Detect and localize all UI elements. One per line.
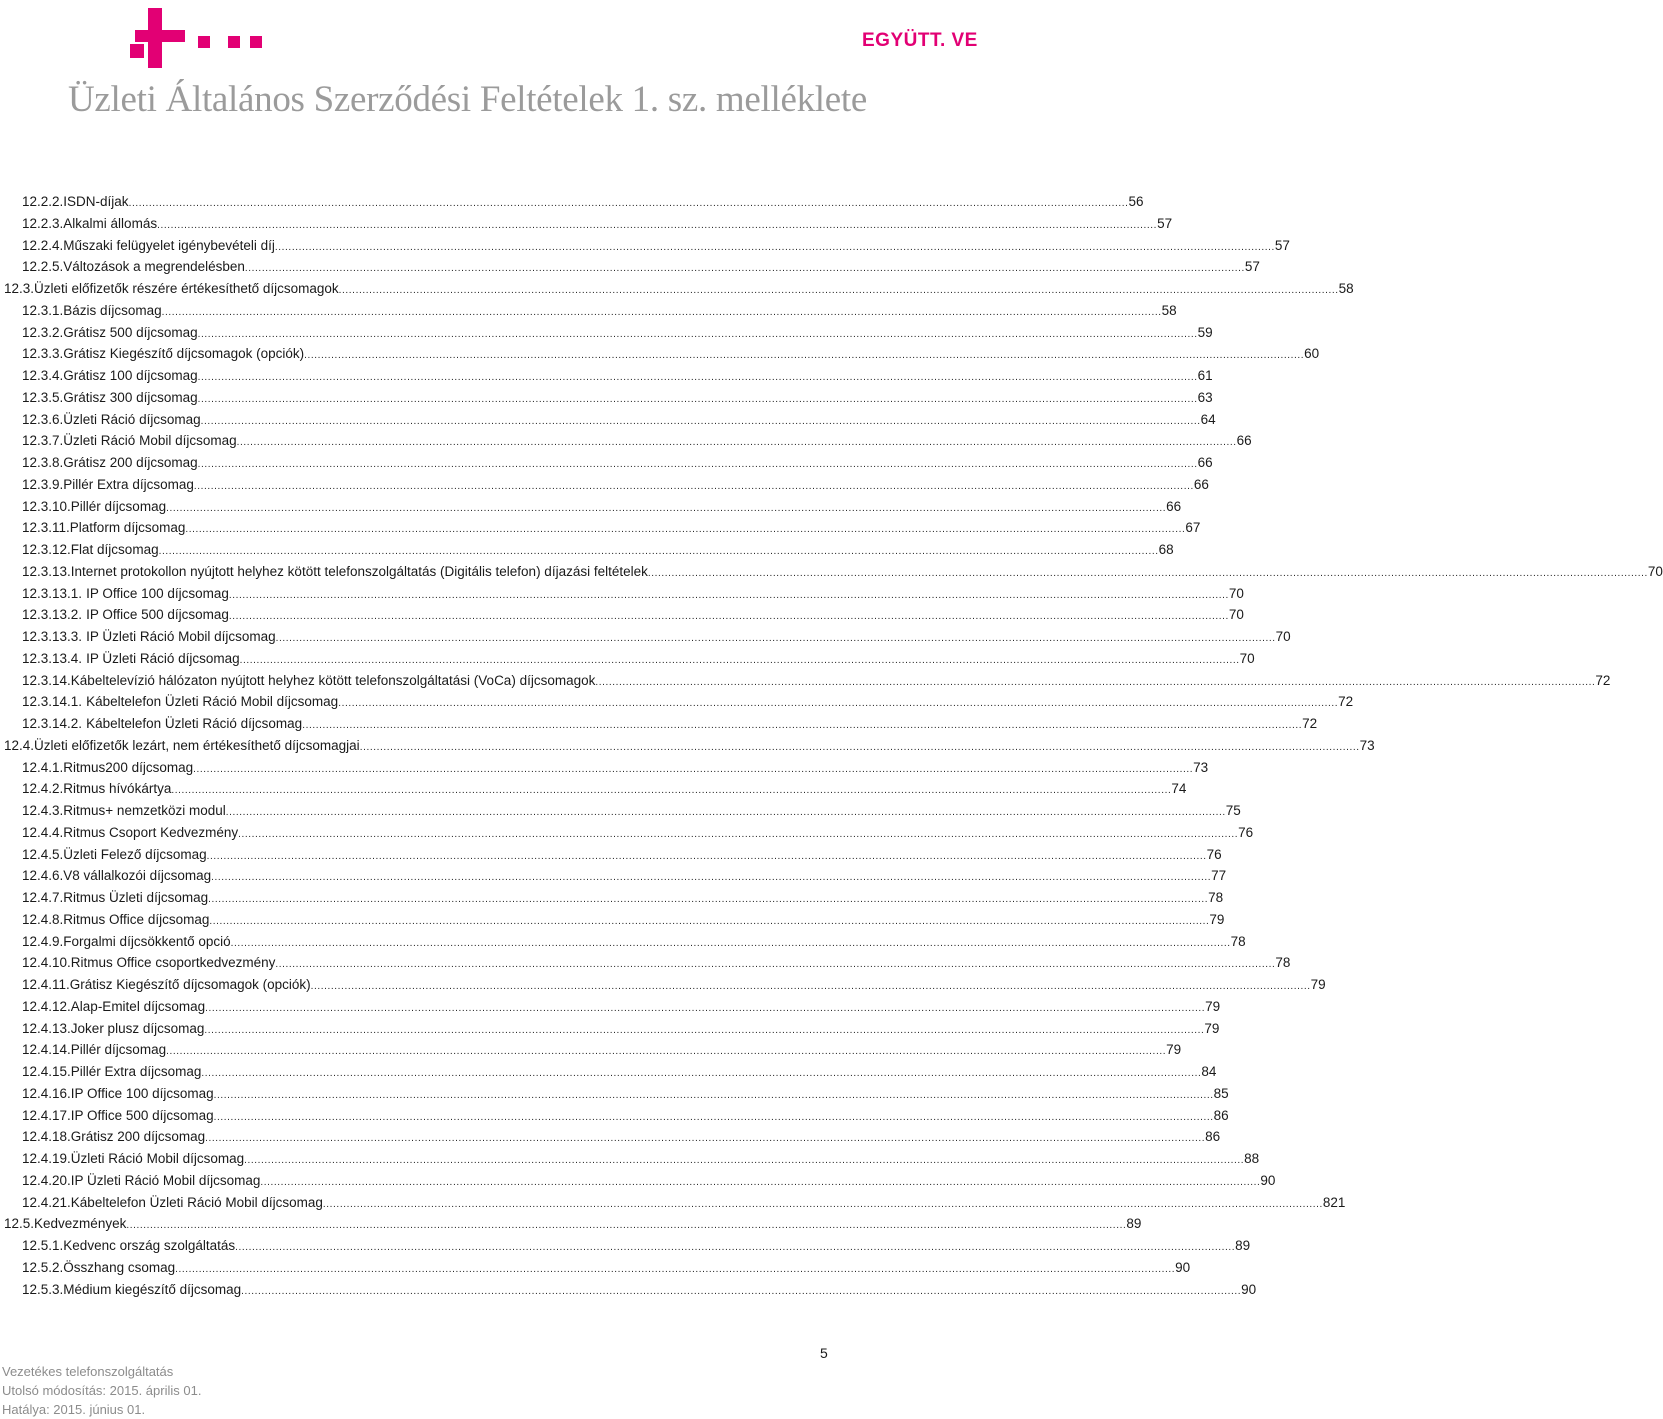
toc-entry[interactable] xyxy=(22,996,1221,1018)
toc-entry-number: 12.3.13.2. xyxy=(22,607,83,623)
toc-entry[interactable] xyxy=(22,1039,1182,1061)
toc-entry-page: 70 xyxy=(1647,563,1663,579)
toc-entry-title: IP Üzleti Ráció Mobil díjcsomag xyxy=(86,629,276,644)
footer-last-modified: Utolsó módosítás: 2015. április 01. xyxy=(2,1383,202,1398)
toc-entry[interactable] xyxy=(22,365,1213,387)
logo-dot-left xyxy=(130,44,144,58)
toc-leader-dots xyxy=(323,1192,1323,1216)
toc-leader-dots xyxy=(166,496,1166,520)
toc-entry[interactable] xyxy=(22,778,1187,800)
toc-entry-page: 78 xyxy=(1230,933,1246,949)
toc-entry[interactable] xyxy=(4,735,1375,757)
logo-t-stem xyxy=(148,8,162,68)
page-title: Üzleti Általános Szerződési Feltételek 1. sz. melléklete xyxy=(68,79,867,120)
toc-leader-dots xyxy=(304,343,1304,367)
toc-entry-number: 12.4.21. xyxy=(22,1194,71,1210)
toc-entry-title: Üzleti előfizetők lezárt, nem értékesíthető díjcsomagjai xyxy=(34,737,360,753)
toc-entry[interactable] xyxy=(22,322,1213,344)
toc-entry-page: 61 xyxy=(1197,368,1213,383)
toc-leader-dots xyxy=(211,865,1211,889)
toc-leader-dots xyxy=(204,1018,1204,1042)
toc-entry-number: 12.3.13. xyxy=(22,563,71,579)
toc-leader-dots xyxy=(339,278,1339,302)
toc-entry-page: 74 xyxy=(1171,781,1187,797)
toc-entry-title: Üzleti Felező díjcsomag xyxy=(63,846,207,862)
toc-entry-number: 12.4.15. xyxy=(22,1064,71,1079)
toc-entry-title: Pillér Extra díjcsomag xyxy=(70,1064,202,1079)
toc-entry-number: 12.3.13.3. xyxy=(22,629,83,644)
toc-entry-number: 12.3.2. xyxy=(22,324,64,340)
toc-entry-number: 12.3.13.4. xyxy=(22,650,83,666)
toc-entry-title: Változások a megrendelésben xyxy=(63,259,245,275)
toc-entry-title: Ritmus Office csoportkedvezmény xyxy=(70,955,276,971)
toc-entry-title: Kedvezmények xyxy=(34,1216,127,1232)
toc-entry-page: 72 xyxy=(1338,694,1354,710)
toc-entry-page: 76 xyxy=(1206,846,1222,862)
toc-entry-title: Pillér díjcsomag xyxy=(70,498,167,514)
toc-entry-number: 12.4.9. xyxy=(22,933,64,949)
toc-entry-page: 78 xyxy=(1208,890,1224,905)
toc-leader-dots xyxy=(162,300,1162,324)
toc-entry[interactable] xyxy=(22,1257,1191,1279)
toc-entry-page: 68 xyxy=(1158,542,1174,557)
toc-entry-title: IP Office 100 díjcsomag xyxy=(70,1085,214,1101)
toc-entry[interactable] xyxy=(22,1170,1276,1192)
toc-leader-dots xyxy=(193,757,1193,781)
toc-entry[interactable] xyxy=(22,1105,1229,1127)
toc-entry-title: Grátisz 200 díjcsomag xyxy=(70,1129,206,1145)
page-number: 5 xyxy=(820,1345,828,1361)
toc-leader-dots xyxy=(595,670,1595,694)
toc-leader-dots xyxy=(214,1083,1214,1107)
toc-entry-number: 12.3.12. xyxy=(22,542,71,557)
toc-leader-dots xyxy=(235,1235,1235,1259)
toc-entry-page: 66 xyxy=(1193,476,1209,492)
toc-entry-title: Grátisz 500 díjcsomag xyxy=(63,324,198,340)
toc-entry-page: 79 xyxy=(1310,977,1326,992)
toc-entry-number: 12.3.9. xyxy=(22,476,64,492)
toc-entry-page: 77 xyxy=(1211,868,1227,884)
toc-entry-number: 12.4.5. xyxy=(22,846,64,862)
toc-entry[interactable] xyxy=(22,191,1144,213)
toc-entry-title: Ritmus hívókártya xyxy=(63,781,172,797)
toc-entry-page: 78 xyxy=(1275,955,1291,971)
toc-entry[interactable] xyxy=(22,952,1291,974)
toc-entry[interactable] xyxy=(22,343,1320,365)
toc-entry-page: 86 xyxy=(1213,1107,1229,1123)
toc-entry-number: 12.4.16. xyxy=(22,1085,71,1101)
logo-dot-2 xyxy=(228,36,240,48)
toc-entry-page: 58 xyxy=(1338,281,1354,296)
toc-entry-number: 12.4.2. xyxy=(22,781,64,797)
toc-entry-page: 90 xyxy=(1241,1281,1257,1297)
toc-entry[interactable] xyxy=(22,1126,1221,1148)
toc-entry-number: 12.4.20. xyxy=(22,1172,71,1188)
toc-entry-number: 12.4.19. xyxy=(22,1151,71,1166)
toc-entry-number: 12.4.12. xyxy=(22,998,71,1014)
toc-entry-title: ISDN-díjak xyxy=(63,194,129,209)
toc-leader-dots xyxy=(275,952,1275,976)
toc-entry-page: 821 xyxy=(1322,1194,1346,1210)
logo-dot-3 xyxy=(250,36,262,48)
toc-entry[interactable] xyxy=(22,865,1227,887)
toc-entry-page: 79 xyxy=(1209,911,1225,927)
toc-entry-number: 12.4.10. xyxy=(22,955,71,971)
toc-entry-number: 12.4.18. xyxy=(22,1129,71,1145)
toc-entry-number: 12.5.2. xyxy=(22,1259,64,1275)
toc-entry-page: 58 xyxy=(1161,302,1177,318)
toc-entry-page: 86 xyxy=(1205,1129,1221,1145)
toc-entry-title: Pillér Extra díjcsomag xyxy=(63,476,194,492)
toc-entry-number: 12.3.14. xyxy=(22,672,71,688)
toc-entry-title: Joker plusz díjcsomag xyxy=(70,1020,205,1036)
toc-entry[interactable] xyxy=(22,604,1244,626)
toc-entry[interactable] xyxy=(22,887,1224,909)
toc-entry-title: Grátisz Kiegészítő díjcsomagok (opciók) xyxy=(63,346,305,362)
toc-entry[interactable] xyxy=(22,452,1213,474)
toc-leader-dots xyxy=(209,909,1209,933)
toc-entry-number: 12.4.17. xyxy=(22,1107,71,1123)
toc-entry-title: Alkalmi állomás xyxy=(63,215,158,231)
toc-entry-number: 12.3.10. xyxy=(22,498,71,514)
toc-entry[interactable] xyxy=(22,1235,1251,1257)
toc-entry[interactable] xyxy=(22,844,1222,866)
toc-entry[interactable] xyxy=(22,931,1246,953)
toc-entry-page: 60 xyxy=(1304,346,1320,362)
toc-entry-title: Üzleti Ráció díjcsomag xyxy=(63,411,201,427)
toc-entry-title: Grátisz 200 díjcsomag xyxy=(63,455,198,470)
toc-entry[interactable] xyxy=(22,1192,1346,1214)
toc-entry-number: 12.4.1. xyxy=(22,759,64,775)
toc-entry-number: 12.3.14.1. xyxy=(22,694,83,710)
toc-leader-dots xyxy=(198,452,1198,476)
toc-leader-dots xyxy=(185,517,1185,541)
toc-entry-page: 79 xyxy=(1205,998,1221,1014)
toc-entry[interactable] xyxy=(22,648,1255,670)
toc-entry[interactable] xyxy=(22,583,1244,605)
toc-entry-title: Kedvenc ország szolgáltatás xyxy=(63,1238,236,1253)
toc-entry[interactable] xyxy=(22,909,1225,931)
toc-entry-number: 12.3.8. xyxy=(22,455,64,470)
toc-entry[interactable] xyxy=(22,213,1173,235)
toc-entry-number: 12.4.14. xyxy=(22,1042,71,1058)
toc-entry-page: 75 xyxy=(1225,803,1241,818)
toc-leader-dots xyxy=(229,604,1229,628)
toc-entry-page: 76 xyxy=(1238,824,1254,840)
toc-entry-title: Alap-Emitel díjcsomag xyxy=(70,998,206,1014)
toc-leader-dots xyxy=(302,713,1302,737)
toc-entry[interactable] xyxy=(22,430,1252,452)
toc-entry[interactable] xyxy=(22,409,1216,431)
toc-leader-dots xyxy=(159,539,1159,563)
toc-leader-dots xyxy=(201,409,1201,433)
toc-entry-title: IP Üzleti Ráció Mobil díjcsomag xyxy=(70,1172,261,1188)
toc-entry[interactable] xyxy=(22,474,1209,496)
logo-dot-1 xyxy=(198,36,210,48)
toc-leader-dots xyxy=(226,800,1226,824)
toc-entry-title: Kábeltelefon Üzleti Ráció Mobil díjcsomag xyxy=(70,1194,323,1210)
toc-entry-number: 12.3.1. xyxy=(22,302,64,318)
toc-leader-dots xyxy=(126,1213,1126,1237)
toc-entry-page: 90 xyxy=(1260,1172,1276,1188)
toc-leader-dots xyxy=(275,235,1275,259)
toc-entry[interactable] xyxy=(22,539,1174,561)
toc-entry-title: Kábeltelefon Üzleti Ráció Mobil díjcsomag xyxy=(86,694,339,710)
toc-entry-title: Forgalmi díjcsökkentő opció xyxy=(63,933,231,949)
toc-leader-dots xyxy=(166,1039,1166,1063)
toc-entry-page: 70 xyxy=(1275,629,1291,644)
toc-entry-page: 66 xyxy=(1236,433,1252,449)
toc-leader-dots xyxy=(214,1105,1214,1129)
toc-entry[interactable] xyxy=(22,517,1201,539)
toc-entry-page: 85 xyxy=(1213,1085,1229,1101)
toc-entry[interactable] xyxy=(22,822,1254,844)
toc-entry-title: Ritmus Üzleti díjcsomag xyxy=(63,890,209,905)
toc-entry-title: Platform díjcsomag xyxy=(69,520,186,536)
toc-entry-page: 72 xyxy=(1595,672,1611,688)
toc-leader-dots xyxy=(208,887,1208,911)
toc-entry-title: Grátisz 100 díjcsomag xyxy=(63,368,198,383)
toc-entry-number: 12.5.3. xyxy=(22,1281,64,1297)
toc-entry-page: 64 xyxy=(1200,411,1216,427)
toc-leader-dots xyxy=(205,1126,1205,1150)
toc-leader-dots xyxy=(244,1148,1244,1172)
toc-entry[interactable] xyxy=(22,800,1241,822)
toc-entry-page: 88 xyxy=(1244,1151,1260,1166)
toc-leader-dots xyxy=(231,931,1231,955)
toc-entry[interactable] xyxy=(22,974,1326,996)
toc-entry-page: 57 xyxy=(1157,215,1173,231)
footer-effective-date: Hatálya: 2015. június 01. xyxy=(2,1402,146,1417)
toc-leader-dots xyxy=(229,583,1229,607)
toc-entry-page: 84 xyxy=(1201,1064,1217,1079)
toc-entry-title: Üzleti Ráció Mobil díjcsomag xyxy=(63,433,237,449)
toc-entry-title: Üzleti előfizetők részére értékesíthető díjcsomagok xyxy=(34,281,339,296)
toc-entry-number: 12.2.4. xyxy=(22,237,64,253)
toc-entry-title: Grátisz Kiegészítő díjcsomagok (opciók) xyxy=(69,977,311,992)
toc-entry-title: Pillér díjcsomag xyxy=(70,1042,167,1058)
toc-leader-dots xyxy=(207,844,1207,868)
toc-entry-page: 70 xyxy=(1239,650,1255,666)
toc-entry-title: Ritmus Office díjcsomag xyxy=(63,911,210,927)
toc-entry-title: Bázis díjcsomag xyxy=(63,302,162,318)
toc-leader-dots xyxy=(238,822,1238,846)
toc-leader-dots xyxy=(205,996,1205,1020)
toc-entry[interactable] xyxy=(22,496,1182,518)
toc-entry-number: 12.4. xyxy=(4,737,35,753)
toc-entry-number: 12.2.2. xyxy=(22,194,64,209)
toc-leader-dots xyxy=(360,735,1360,759)
toc-entry-page: 66 xyxy=(1166,498,1182,514)
toc-entry-number: 12.4.3. xyxy=(22,803,64,818)
toc-entry-page: 72 xyxy=(1302,716,1318,731)
toc-entry-number: 12.3.14.2. xyxy=(22,716,83,731)
toc-entry[interactable] xyxy=(22,1061,1217,1083)
toc-entry-number: 12.3.13.1. xyxy=(22,585,83,601)
toc-entry-number: 12.3.4. xyxy=(22,368,64,383)
toc-leader-dots xyxy=(194,474,1194,498)
toc-leader-dots xyxy=(129,191,1129,215)
toc-entry-number: 12.3.6. xyxy=(22,411,64,427)
toc-entry[interactable] xyxy=(22,1018,1220,1040)
toc-entry-title: IP Üzleti Ráció díjcsomag xyxy=(86,650,240,666)
toc-entry-title: IP Office 500 díjcsomag xyxy=(86,607,229,623)
toc-entry[interactable] xyxy=(22,670,1611,692)
toc-entry-page: 79 xyxy=(1204,1020,1220,1036)
footer xyxy=(2,1362,201,1419)
toc-entry-number: 12.3.5. xyxy=(22,389,64,405)
toc-leader-dots xyxy=(171,778,1171,802)
toc-entry-number: 12.4.7. xyxy=(22,890,64,905)
toc-entry[interactable] xyxy=(4,278,1354,300)
toc-entry[interactable] xyxy=(22,300,1177,322)
toc-entry-page: 63 xyxy=(1197,389,1213,405)
toc-leader-dots xyxy=(198,322,1198,346)
toc-entry-page: 59 xyxy=(1197,324,1213,340)
toc-entry[interactable] xyxy=(22,387,1213,409)
toc-leader-dots xyxy=(245,256,1245,280)
toc-leader-dots xyxy=(240,648,1240,672)
toc-entry-title: Ritmus200 díjcsomag xyxy=(63,759,194,775)
toc-entry-number: 12.3.7. xyxy=(22,433,64,449)
toc-entry-page: 89 xyxy=(1235,1238,1251,1253)
toc-entry-number: 12.4.13. xyxy=(22,1020,71,1036)
toc-entry-number: 12.2.5. xyxy=(22,259,64,275)
toc-entry-title: Műszaki felügyelet igénybevételi díj xyxy=(63,237,275,253)
toc-entry-number: 12.3.3. xyxy=(22,346,64,362)
toc-leader-dots xyxy=(648,561,1648,585)
toc-entry-number: 12.4.6. xyxy=(22,868,64,884)
toc-entry-page: 70 xyxy=(1228,585,1244,601)
toc-entry-page: 56 xyxy=(1128,194,1144,209)
toc-entry[interactable] xyxy=(22,256,1260,278)
toc-entry-title: IP Office 100 díjcsomag xyxy=(86,585,229,601)
telekom-t-logo xyxy=(130,8,270,68)
toc-entry-title: Kábeltelefon Üzleti Ráció díjcsomag xyxy=(86,716,303,731)
toc-entry-number: 12.4.4. xyxy=(22,824,64,840)
toc-entry-number: 12.3.11. xyxy=(22,520,70,536)
toc-leader-dots xyxy=(260,1170,1260,1194)
toc-entry-title: Internet protokollon nyújtott helyhez kötött telefonszolgáltatás (Digitális telefon) díjazási feltételek xyxy=(70,563,648,579)
toc-leader-dots xyxy=(237,430,1237,454)
toc-entry[interactable] xyxy=(22,561,1663,583)
toc-entry[interactable] xyxy=(22,757,1209,779)
toc-entry-number: 12.3. xyxy=(4,281,35,296)
toc-entry-title: Összhang csomag xyxy=(63,1259,176,1275)
toc-entry-page: 66 xyxy=(1197,455,1213,470)
toc-entry-number: 12.2.3. xyxy=(22,215,64,231)
toc-entry-title: IP Office 500 díjcsomag xyxy=(70,1107,214,1123)
slogan: EGYÜTT. VE xyxy=(862,30,978,51)
toc-entry-title: Flat díjcsomag xyxy=(70,542,159,557)
toc-entry-title: V8 vállalkozói díjcsomag xyxy=(63,868,212,884)
toc-entry-title: Üzleti Ráció Mobil díjcsomag xyxy=(70,1151,245,1166)
toc-entry-page: 57 xyxy=(1244,259,1260,275)
toc-entry-number: 12.5.1. xyxy=(22,1238,64,1253)
toc-entry-page: 70 xyxy=(1228,607,1244,623)
toc-entry-page: 73 xyxy=(1359,737,1375,753)
toc-leader-dots xyxy=(157,213,1157,237)
toc-entry-title: Médium kiegészítő díjcsomag xyxy=(63,1281,242,1297)
toc-entry-number: 12.4.8. xyxy=(22,911,64,927)
toc-entry-page: 89 xyxy=(1126,1216,1142,1232)
toc-entry-page: 90 xyxy=(1175,1259,1191,1275)
toc-entry-title: Ritmus+ nemzetközi modul xyxy=(63,803,226,818)
toc-leader-dots xyxy=(241,1279,1241,1303)
toc-leader-dots xyxy=(198,365,1198,389)
toc-entry[interactable] xyxy=(22,1083,1229,1105)
toc-leader-dots xyxy=(276,626,1276,650)
toc-leader-dots xyxy=(338,691,1338,715)
toc-entry[interactable] xyxy=(22,626,1291,648)
toc-leader-dots xyxy=(175,1257,1175,1281)
toc-entry-page: 73 xyxy=(1193,759,1209,775)
toc-entry[interactable] xyxy=(22,713,1318,735)
toc-entry[interactable] xyxy=(4,1213,1142,1235)
toc-entry[interactable] xyxy=(22,235,1290,257)
toc-entry-page: 67 xyxy=(1185,520,1201,536)
toc-leader-dots xyxy=(198,387,1198,411)
toc-entry-title: Kábeltelevízió hálózaton nyújtott helyhez kötött telefonszolgáltatási (VoCa) díjcsomagok xyxy=(70,672,596,688)
footer-service: Vezetékes telefonszolgáltatás xyxy=(2,1364,174,1379)
toc-entry-title: Grátisz 300 díjcsomag xyxy=(63,389,198,405)
toc-entry[interactable] xyxy=(22,691,1354,713)
toc-entry-number: 12.4.11. xyxy=(22,977,70,992)
toc-entry[interactable] xyxy=(22,1279,1257,1301)
toc-entry-title: Ritmus Csoport Kedvezmény xyxy=(63,824,239,840)
toc-entry-number: 12.5. xyxy=(4,1216,35,1232)
toc-entry-page: 57 xyxy=(1274,237,1290,253)
toc-leader-dots xyxy=(201,1061,1201,1085)
toc-entry-page: 79 xyxy=(1166,1042,1182,1058)
toc-leader-dots xyxy=(311,974,1311,998)
toc-entry[interactable] xyxy=(22,1148,1260,1170)
